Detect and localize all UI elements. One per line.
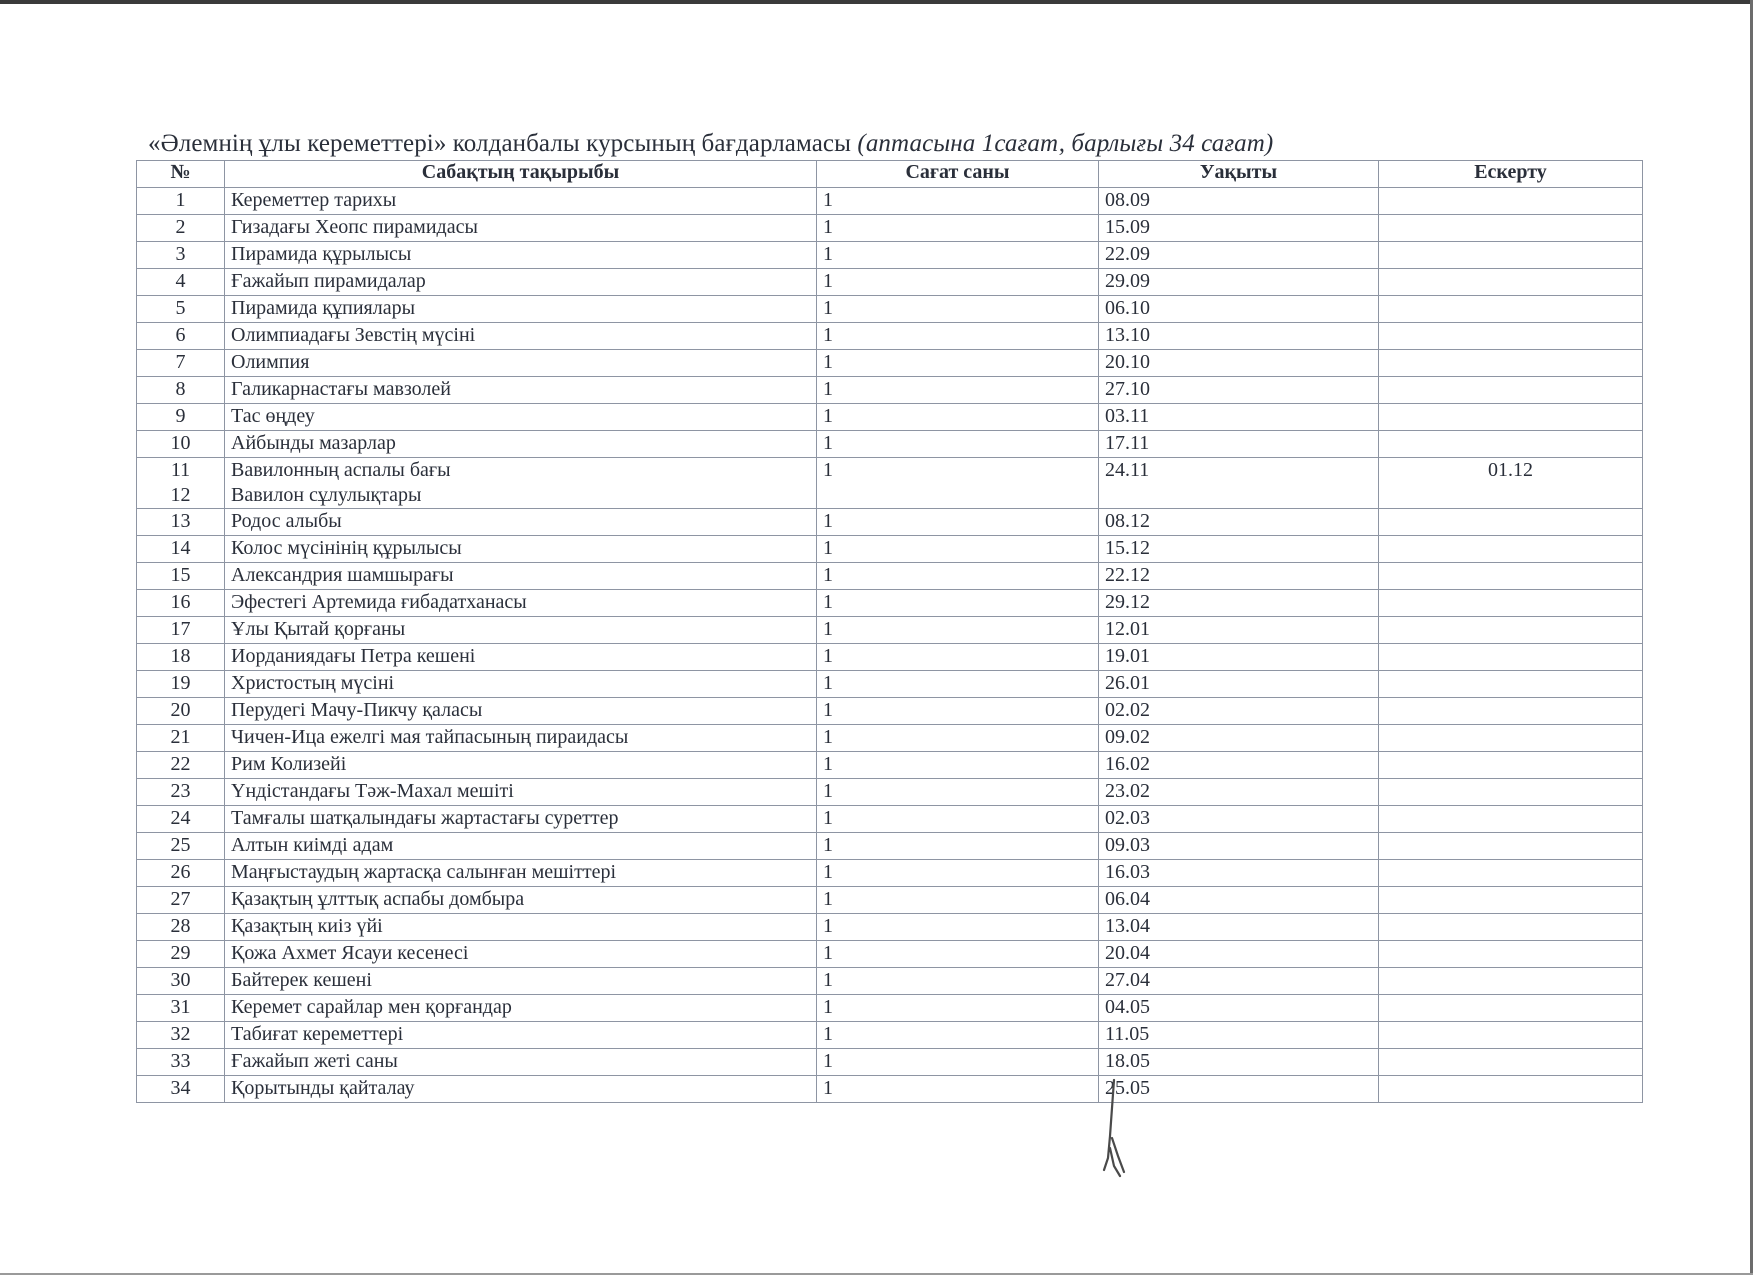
row-hours: 1 — [817, 296, 1099, 323]
row-time: 22.09 — [1099, 242, 1379, 269]
row-hours: 1 — [817, 968, 1099, 995]
row-hours: 1 — [817, 833, 1099, 860]
row-time: 02.02 — [1099, 698, 1379, 725]
row-num: 18 — [137, 644, 225, 671]
row-time: 23.02 — [1099, 779, 1379, 806]
row-topic: Тамғалы шатқалындағы жартастағы суреттер — [225, 806, 817, 833]
row-time: 20.04 — [1099, 941, 1379, 968]
table-row — [137, 617, 1643, 644]
row-topic: Ұлы Қытай қорғаны — [225, 617, 817, 644]
table-row — [137, 1022, 1643, 1049]
row-note — [1379, 914, 1643, 941]
row-time: 26.01 — [1099, 671, 1379, 698]
row-note — [1379, 323, 1643, 350]
row-note — [1379, 887, 1643, 914]
table-row — [137, 995, 1643, 1022]
header-row — [137, 161, 1643, 188]
row-note — [1379, 698, 1643, 725]
table-row — [137, 914, 1643, 941]
row-topic: Александрия шамшырағы — [225, 563, 817, 590]
row-hours: 1 — [817, 1076, 1099, 1103]
row-hours: 1 — [817, 725, 1099, 752]
row-topic: Перудегі Мачу-Пикчу қаласы — [225, 698, 817, 725]
row-hours: 1 — [817, 404, 1099, 431]
title-main: «Әлемнің ұлы кереметтері» колданбалы курсының бағдарламасы — [148, 130, 852, 157]
row-note — [1379, 269, 1643, 296]
table-row — [137, 431, 1643, 458]
row-num: 24 — [137, 806, 225, 833]
pen-mark-scribble — [1100, 1078, 1130, 1178]
row-num: 14 — [137, 536, 225, 563]
row-topic: Родос алыбы — [225, 509, 817, 536]
row-hours: 1 — [817, 269, 1099, 296]
table-row — [137, 404, 1643, 431]
row-topic: Пирамида құпиялары — [225, 296, 817, 323]
row-topic: Маңғыстаудың жартасқа салынған мешіттері — [225, 860, 817, 887]
row-time: 27.10 — [1099, 377, 1379, 404]
row-hours: 1 — [817, 752, 1099, 779]
row-num: 9 — [137, 404, 225, 431]
row-num: 20 — [137, 698, 225, 725]
course-plan-table — [136, 160, 1643, 1103]
row-num-a: 11 — [170, 459, 191, 481]
header-num: № — [137, 161, 225, 188]
table-row — [137, 671, 1643, 698]
row-num: 19 — [137, 671, 225, 698]
row-hours: 1 — [817, 590, 1099, 617]
row-topic: Ғажайып жеті саны — [225, 1049, 817, 1076]
table-row — [137, 188, 1643, 215]
table-row — [137, 377, 1643, 404]
row-num: 10 — [137, 431, 225, 458]
table-row — [137, 1049, 1643, 1076]
table-row — [137, 296, 1643, 323]
row-note — [1379, 752, 1643, 779]
table-row — [137, 698, 1643, 725]
table-row — [137, 887, 1643, 914]
table-row — [137, 323, 1643, 350]
row-hours: 1 — [817, 1022, 1099, 1049]
row-num: 2 — [137, 215, 225, 242]
row-note — [1379, 590, 1643, 617]
row-time: 20.10 — [1099, 350, 1379, 377]
title-note: (аптасына 1сағат, барлығы 34 сағат) — [857, 130, 1274, 157]
row-time: 24.11 — [1099, 458, 1379, 509]
row-num: 7 — [137, 350, 225, 377]
row-note — [1379, 617, 1643, 644]
row-time: 11.05 — [1099, 1022, 1379, 1049]
row-num: 5 — [137, 296, 225, 323]
row-topic: Қожа Ахмет Ясауи кесенесі — [225, 941, 817, 968]
row-num: 30 — [137, 968, 225, 995]
row-num: 26 — [137, 860, 225, 887]
table-row — [137, 1076, 1643, 1103]
row-hours: 1 — [817, 995, 1099, 1022]
row-time: 17.11 — [1099, 431, 1379, 458]
row-num: 15 — [137, 563, 225, 590]
row-note — [1379, 536, 1643, 563]
row-hours: 1 — [817, 563, 1099, 590]
row-topic: Иорданиядағы Петра кешені — [225, 644, 817, 671]
table-row — [137, 941, 1643, 968]
row-num: 1 — [137, 188, 225, 215]
row-topic: Кереметтер тарихы — [225, 188, 817, 215]
row-time: 15.12 — [1099, 536, 1379, 563]
row-note — [1379, 1049, 1643, 1076]
row-hours: 1 — [817, 215, 1099, 242]
row-note — [1379, 806, 1643, 833]
row-time: 02.03 — [1099, 806, 1379, 833]
row-topic: Рим Колизейі — [225, 752, 817, 779]
row-topic-merged — [225, 458, 817, 509]
row-hours: 1 — [817, 188, 1099, 215]
row-topic: Гизадағы Хеопс пирамидасы — [225, 215, 817, 242]
row-time: 04.05 — [1099, 995, 1379, 1022]
row-time: 08.12 — [1099, 509, 1379, 536]
row-note — [1379, 725, 1643, 752]
row-note — [1379, 188, 1643, 215]
row-num-merged — [137, 458, 225, 509]
row-hours: 1 — [817, 887, 1099, 914]
row-topic: Керемет сарайлар мен қорғандар — [225, 995, 817, 1022]
row-num: 32 — [137, 1022, 225, 1049]
row-num: 33 — [137, 1049, 225, 1076]
table-row — [137, 269, 1643, 296]
row-num: 25 — [137, 833, 225, 860]
row-time: 08.09 — [1099, 188, 1379, 215]
row-note — [1379, 242, 1643, 269]
row-hours: 1 — [817, 860, 1099, 887]
row-num: 6 — [137, 323, 225, 350]
table-row — [137, 242, 1643, 269]
document-title — [148, 130, 1273, 158]
table-row-merged — [137, 458, 1643, 509]
table-row — [137, 752, 1643, 779]
row-num: 23 — [137, 779, 225, 806]
row-topic: Алтын киімді адам — [225, 833, 817, 860]
row-topic-b: Вавилон сұлулықтары — [231, 484, 422, 506]
row-note — [1379, 215, 1643, 242]
row-time: 19.01 — [1099, 644, 1379, 671]
row-num: 21 — [137, 725, 225, 752]
row-num: 28 — [137, 914, 225, 941]
row-time: 06.04 — [1099, 887, 1379, 914]
row-hours: 1 — [817, 806, 1099, 833]
row-note — [1379, 779, 1643, 806]
row-hours: 1 — [817, 617, 1099, 644]
row-num: 8 — [137, 377, 225, 404]
row-topic: Қазақтың киіз үйі — [225, 914, 817, 941]
row-note — [1379, 833, 1643, 860]
row-time: 03.11 — [1099, 404, 1379, 431]
table-row — [137, 509, 1643, 536]
row-time: 29.09 — [1099, 269, 1379, 296]
row-note — [1379, 1076, 1643, 1103]
row-topic: Колос мүсінінің құрылысы — [225, 536, 817, 563]
row-topic: Олимпия — [225, 350, 817, 377]
row-note — [1379, 404, 1643, 431]
row-time: 27.04 — [1099, 968, 1379, 995]
row-note — [1379, 431, 1643, 458]
row-num: 13 — [137, 509, 225, 536]
row-topic: Үндістандағы Тәж-Махал мешіті — [225, 779, 817, 806]
table-row — [137, 536, 1643, 563]
row-hours: 1 — [817, 242, 1099, 269]
row-topic: Айбынды мазарлар — [225, 431, 817, 458]
header-time: Уақыты — [1099, 161, 1379, 188]
row-num: 34 — [137, 1076, 225, 1103]
row-hours: 1 — [817, 698, 1099, 725]
row-time: 16.02 — [1099, 752, 1379, 779]
row-topic: Қорытынды қайталау — [225, 1076, 817, 1103]
scan-edge-top — [0, 0, 1753, 4]
row-note — [1379, 350, 1643, 377]
table-row — [137, 563, 1643, 590]
row-num: 31 — [137, 995, 225, 1022]
row-hours: 1 — [817, 536, 1099, 563]
row-time: 13.10 — [1099, 323, 1379, 350]
row-topic-a: Вавилонның аспалы бағы — [231, 459, 451, 481]
row-topic: Табиғат кереметтері — [225, 1022, 817, 1049]
table-row — [137, 350, 1643, 377]
row-note — [1379, 644, 1643, 671]
row-note — [1379, 968, 1643, 995]
row-topic: Галикарнастағы мавзолей — [225, 377, 817, 404]
row-topic: Эфестегі Артемида ғибадатханасы — [225, 590, 817, 617]
row-num: 17 — [137, 617, 225, 644]
row-time: 09.03 — [1099, 833, 1379, 860]
row-hours: 1 — [817, 350, 1099, 377]
row-time: 29.12 — [1099, 590, 1379, 617]
table-row — [137, 725, 1643, 752]
row-num: 16 — [137, 590, 225, 617]
row-hours: 1 — [817, 509, 1099, 536]
table-row — [137, 968, 1643, 995]
row-hours: 1 — [817, 377, 1099, 404]
row-topic: Тас өңдеу — [225, 404, 817, 431]
row-hours: 1 — [817, 779, 1099, 806]
row-note — [1379, 563, 1643, 590]
row-note — [1379, 860, 1643, 887]
row-time: 06.10 — [1099, 296, 1379, 323]
row-time: 18.05 — [1099, 1049, 1379, 1076]
row-time: 13.04 — [1099, 914, 1379, 941]
row-note — [1379, 941, 1643, 968]
header-hours: Сағат саны — [817, 161, 1099, 188]
row-hours: 1 — [817, 431, 1099, 458]
row-num: 29 — [137, 941, 225, 968]
row-note — [1379, 377, 1643, 404]
row-time: 09.02 — [1099, 725, 1379, 752]
table-row — [137, 644, 1643, 671]
row-note — [1379, 995, 1643, 1022]
row-hours: 1 — [817, 323, 1099, 350]
table-body — [137, 188, 1643, 1103]
row-topic: Олимпиадағы Зевстің мүсіні — [225, 323, 817, 350]
row-note: 01.12 — [1379, 458, 1643, 509]
row-hours: 1 — [817, 941, 1099, 968]
row-hours: 1 — [817, 671, 1099, 698]
row-time: 25.05 — [1099, 1076, 1379, 1103]
table-row — [137, 590, 1643, 617]
row-topic: Чичен-Ица ежелгі мая тайпасының пираидасы — [225, 725, 817, 752]
row-num-b: 12 — [170, 484, 191, 506]
row-note — [1379, 671, 1643, 698]
row-num: 3 — [137, 242, 225, 269]
row-hours: 1 — [817, 1049, 1099, 1076]
row-hours: 1 — [817, 914, 1099, 941]
row-time: 16.03 — [1099, 860, 1379, 887]
row-num: 4 — [137, 269, 225, 296]
row-hours: 1 — [817, 458, 1099, 509]
table-row — [137, 833, 1643, 860]
row-topic: Христостың мүсіні — [225, 671, 817, 698]
row-time: 15.09 — [1099, 215, 1379, 242]
row-topic: Байтерек кешені — [225, 968, 817, 995]
table-row — [137, 779, 1643, 806]
table-row — [137, 806, 1643, 833]
row-hours: 1 — [817, 644, 1099, 671]
table-row — [137, 860, 1643, 887]
row-note — [1379, 296, 1643, 323]
header-note: Ескерту — [1379, 161, 1643, 188]
row-num: 22 — [137, 752, 225, 779]
row-num: 27 — [137, 887, 225, 914]
row-topic: Пирамида құрылысы — [225, 242, 817, 269]
row-topic: Қазақтың ұлттық аспабы домбыра — [225, 887, 817, 914]
row-time: 12.01 — [1099, 617, 1379, 644]
row-time: 22.12 — [1099, 563, 1379, 590]
row-note — [1379, 509, 1643, 536]
table-row — [137, 215, 1643, 242]
row-topic: Ғажайып пирамидалар — [225, 269, 817, 296]
row-note — [1379, 1022, 1643, 1049]
header-topic: Сабақтың тақырыбы — [225, 161, 817, 188]
